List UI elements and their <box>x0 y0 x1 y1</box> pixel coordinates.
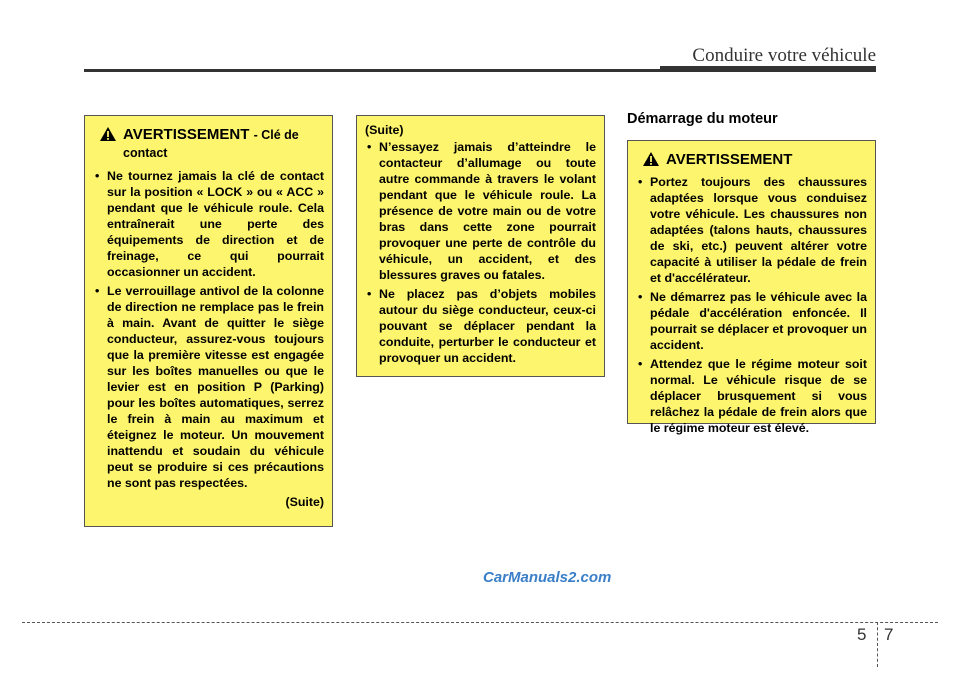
list-item: • N’essayez jamais d’atteindre le contacteur d’allumage ou toute autre commande à travers le volant pendant que le véhicule roule. La présence de votre main ou de votre bras dans cette zone pourrait provoquer une perte de contrôle du véhicule, un accident, et des blessures graves ou fatales. <box>365 139 596 283</box>
watermark-link[interactable]: CarManuals2.com <box>483 569 612 586</box>
warning-box-engine-start <box>627 140 876 435</box>
continued-label: (Suite) <box>285 495 324 509</box>
list-item: • Ne démarrez pas le véhicule avec la pédale d'accélération enfoncée. Il pourrait se déplacer et provoquer un accident. <box>636 289 867 353</box>
list-item: • Le verrouillage antivol de la colonne de direction ne remplace pas le frein à main. Avant de quitter le siège conducteur, assurez-vous toujours que la première vitesse est engagée sur les boîtes manuelles ou que le levier est en position P (Parking) pour les boîtes automatiques, serrez le frein à main au maximum et éteignez le moteur. Un mouvement inattendu et soudain du véhicule peut se produire si ces précautions ne sont pas respectées. <box>93 283 324 491</box>
chapter-number: 5 <box>857 625 867 644</box>
warning-title-text: AVERTISSEMENT <box>666 151 793 168</box>
page-number: 7 <box>884 625 894 644</box>
list-item: • Ne placez pas d’objets mobiles autour du siège conducteur, ceux-ci pouvant se déplacer pendant la conduite, perturber le conducteur et provoquer un accident. <box>365 286 596 366</box>
warning-box-ignition-key <box>84 115 333 527</box>
warning-triangle-icon <box>642 151 660 167</box>
warning-list <box>365 139 596 366</box>
warning-list <box>93 168 324 491</box>
list-item: • Attendez que le régime moteur soit normal. Le véhicule risque de se déplacer brusquement si vous relâchez la pédale de frein alors que le régime moteur est élevé. <box>636 356 867 436</box>
warning-title <box>93 126 324 162</box>
warning-triangle-icon <box>99 126 117 142</box>
footer-divider <box>877 622 878 667</box>
list-item: • Portez toujours des chaussures adaptées lorsque vous conduisez votre véhicule. Les chaussures non adaptées (talons hauts, chaussures de ski, etc.) peuvent altérer votre capacité à utiliser la pédale de frein et d'accélérateur. <box>636 174 867 286</box>
page-header-title: Conduire votre véhicule <box>692 45 876 66</box>
warning-subtitle: - Clé de contact <box>123 128 299 160</box>
footer-rule <box>22 622 938 623</box>
section-title: Démarrage du moteur <box>627 111 778 127</box>
header-rule <box>84 69 660 72</box>
warning-box-continued <box>356 115 605 377</box>
continued-label: (Suite) <box>365 123 404 137</box>
warning-title-text: AVERTISSEMENT <box>123 126 250 143</box>
warning-list <box>636 174 867 436</box>
list-item: • Ne tournez jamais la clé de contact sur la position « LOCK » ou « ACC » pendant que le véhicule roule. Cela entraînerait une perte des équipements de direction et de freinage, ce qui pourrait occasionner un accident. <box>93 168 324 280</box>
header-rule-thick <box>660 66 876 72</box>
warning-title <box>636 151 867 168</box>
